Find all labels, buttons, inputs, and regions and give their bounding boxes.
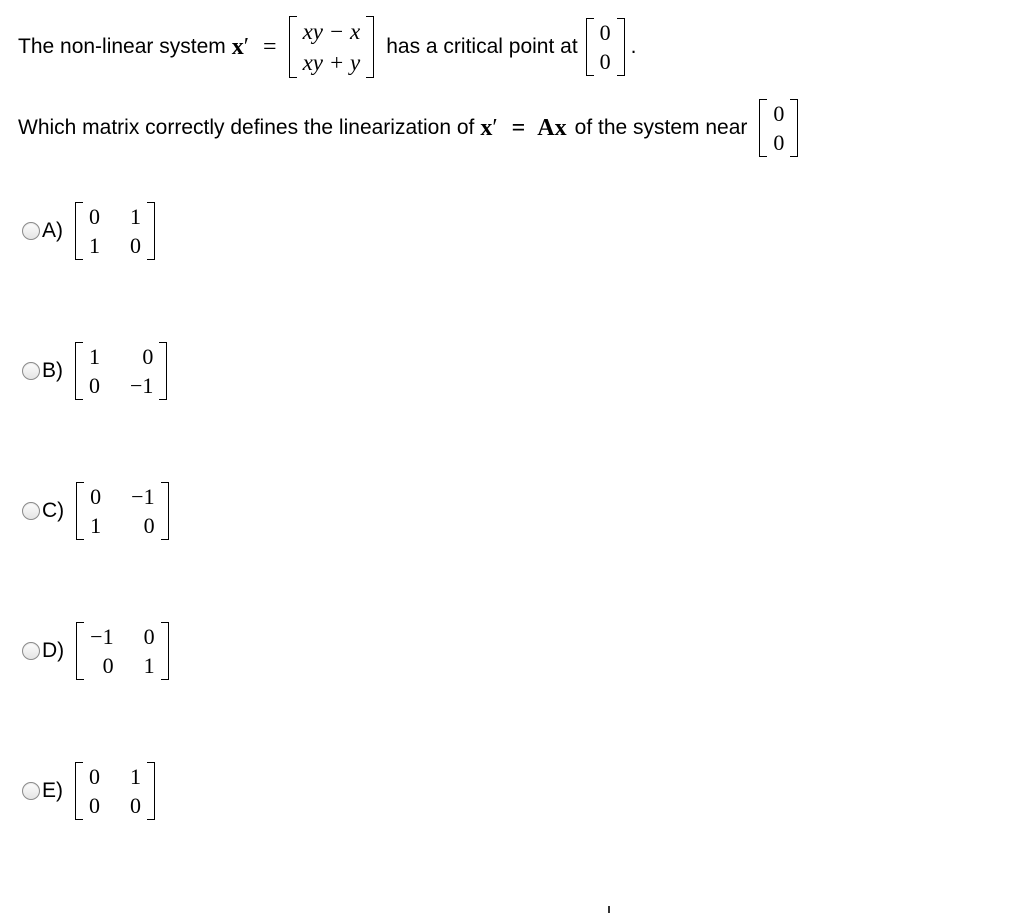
matrix-cell: 0 [90,484,102,509]
system-row-1: xy − x [302,19,361,44]
option-d[interactable] [22,622,175,680]
system-vector [289,16,375,78]
matrix-cell: 0 [102,653,114,678]
ax-expression: Ax [537,114,567,141]
critical-point-text: has a critical point at [386,35,578,58]
option-d-matrix [76,622,168,680]
near-point-row-2: 0 [773,130,785,155]
radio-option-b[interactable] [22,362,40,380]
matrix-cell: 0 [89,204,100,229]
option-b-matrix [75,342,167,400]
matrix-cell: 1 [89,344,100,369]
prime-symbol: ′ [492,114,498,141]
matrix-cell: 1 [130,204,141,229]
option-c[interactable] [22,482,175,540]
radio-option-a[interactable] [22,222,40,240]
question-line-2 [18,92,804,164]
equals-sign: = [511,114,526,141]
matrix-cell: 1 [89,233,100,258]
matrix-cell: 0 [89,764,100,789]
radio-option-e[interactable] [22,782,40,800]
question-prefix: The non-linear system [18,35,226,58]
equals-sign: = [263,33,277,60]
near-point-row-1: 0 [773,101,785,126]
matrix-cell: −1 [90,624,114,649]
period: . [630,35,637,58]
x-vector-symbol: x [480,114,493,141]
system-row-2: xy + y [302,50,361,75]
matrix-cell: −1 [131,484,155,509]
matrix-cell: 1 [130,764,141,789]
radio-option-c[interactable] [22,502,40,520]
matrix-cell: 1 [143,653,155,678]
option-c-label: C) [42,499,65,522]
matrix-cell: 0 [143,513,155,538]
critical-point-row-1: 0 [599,20,611,45]
option-e[interactable] [22,762,161,820]
matrix-cell: 0 [130,793,141,818]
option-b-label: B) [42,359,63,382]
question-prompt: Which matrix correctly defines the linearization of [18,116,475,139]
radio-option-d[interactable] [22,642,40,660]
matrix-cell: 0 [143,624,155,649]
option-e-matrix [75,762,155,820]
matrix-cell: 0 [142,344,154,369]
matrix-cell: −1 [130,373,154,398]
option-d-label: D) [42,639,65,662]
matrix-cell: 1 [90,513,102,538]
option-a-label: A) [42,219,63,242]
x-vector-symbol: x [231,33,244,60]
matrix-cell: 0 [89,793,100,818]
option-a[interactable] [22,202,161,260]
critical-point-vector [586,18,625,76]
edge-artifact [608,906,610,913]
option-a-matrix [75,202,155,260]
option-c-matrix [76,482,168,540]
matrix-cell: 0 [89,373,100,398]
option-e-label: E) [42,779,63,802]
question-line-1 [18,8,637,86]
near-point-vector [759,99,798,157]
matrix-cell: 0 [130,233,141,258]
critical-point-row-2: 0 [599,49,611,74]
prime-symbol: ′ [243,33,250,60]
option-b[interactable] [22,342,173,400]
near-text: of the system near [574,116,748,139]
